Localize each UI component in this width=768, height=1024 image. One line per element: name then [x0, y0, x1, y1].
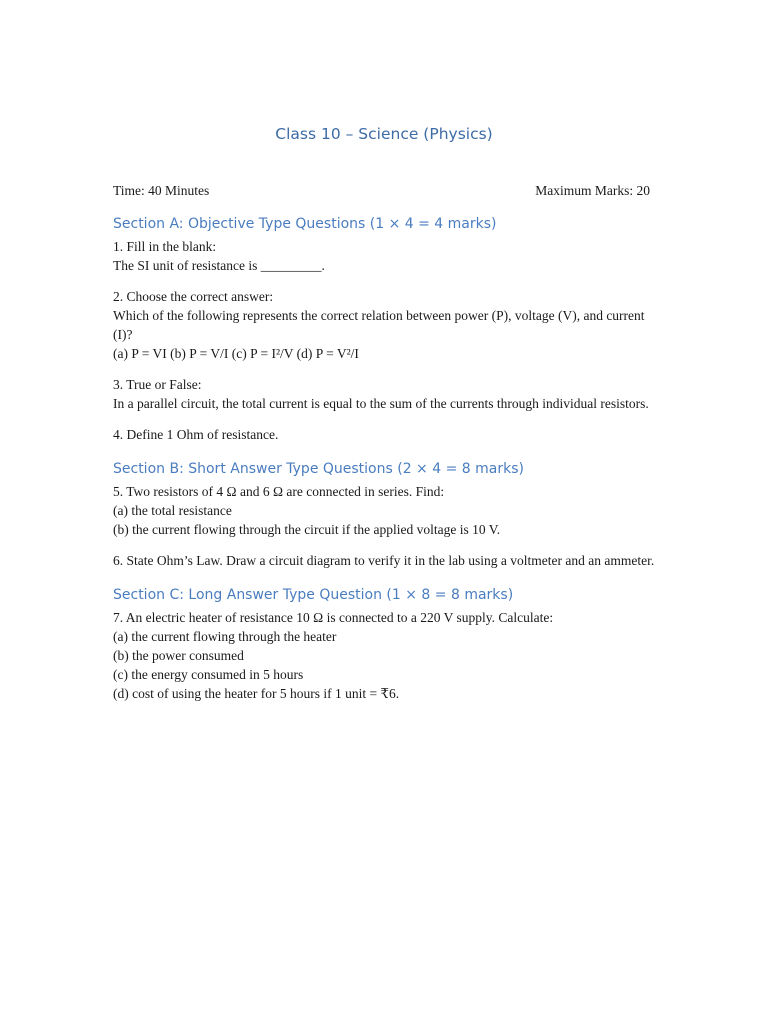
question-line: (a) the total resistance	[113, 503, 232, 518]
question-line: (b) the current flowing through the circuit if the applied voltage is 10 V.	[113, 522, 501, 537]
time-label: Time: 40 Minutes	[113, 183, 210, 198]
section-a	[113, 214, 658, 444]
question-line: (c) the energy consumed in 5 hours	[113, 667, 304, 682]
page-title: Class 10 – Science (Physics)	[275, 125, 493, 143]
question-1	[113, 237, 658, 275]
question-5	[113, 482, 658, 539]
question-line: 2. Choose the correct answer:	[113, 289, 274, 304]
section-b	[113, 459, 658, 570]
question-line: (d) cost of using the heater for 5 hours if 1 unit = ₹6.	[113, 686, 400, 701]
question-options: (a) P = VI (b) P = V/I (c) P = I²/V (d) P = V²/I	[113, 346, 359, 361]
max-marks-label: Maximum Marks: 20	[535, 183, 650, 198]
exam-meta	[113, 181, 650, 200]
question-line: (a) the current flowing through the heater	[113, 629, 337, 644]
question-line: 1. Fill in the blank:	[113, 239, 217, 254]
section-b-heading: Section B: Short Answer Type Questions (2 × 4 = 8 marks)	[113, 461, 524, 477]
question-6	[113, 551, 658, 570]
question-line: (b) the power consumed	[113, 648, 244, 663]
question-line: 4. Define 1 Ohm of resistance.	[113, 427, 279, 442]
section-c	[113, 585, 658, 703]
question-4	[113, 425, 658, 444]
question-paper-body	[113, 214, 658, 715]
question-line: Which of the following represents the correct relation between power (P), voltage (V), and current (I)?	[113, 308, 645, 342]
section-c-heading: Section C: Long Answer Type Question (1 × 8 = 8 marks)	[113, 587, 514, 603]
question-2	[113, 287, 658, 363]
question-line: 6. State Ohm’s Law. Draw a circuit diagram to verify it in the lab using a voltmeter and an ammeter.	[113, 553, 655, 568]
question-line: 5. Two resistors of 4 Ω and 6 Ω are connected in series. Find:	[113, 484, 445, 499]
question-line: 7. An electric heater of resistance 10 Ω is connected to a 220 V supply. Calculate:	[113, 610, 554, 625]
question-3	[113, 375, 658, 413]
section-a-heading: Section A: Objective Type Questions (1 × 4 = 4 marks)	[113, 216, 497, 232]
question-line: 3. True or False:	[113, 377, 202, 392]
question-line: In a parallel circuit, the total current is equal to the sum of the currents through individual resistors.	[113, 396, 649, 411]
question-line: The SI unit of resistance is _________.	[113, 258, 325, 273]
question-7	[113, 608, 658, 703]
